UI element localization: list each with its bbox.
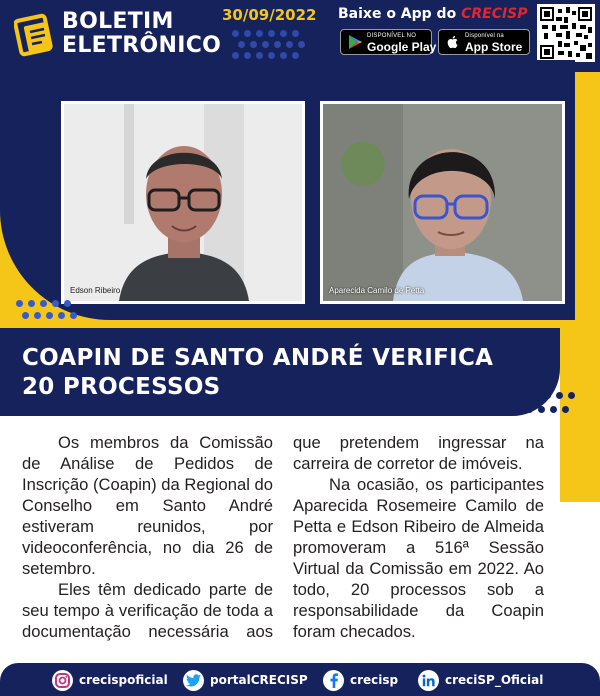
video-call-photo-edson bbox=[61, 101, 305, 304]
qr-code[interactable] bbox=[537, 4, 595, 62]
brand-line-1: BOLETIM bbox=[62, 9, 174, 34]
twitter-icon bbox=[183, 670, 204, 691]
person-photo bbox=[323, 104, 562, 301]
brand-line-2: ELETRÔNICO bbox=[62, 32, 222, 58]
apple-icon bbox=[445, 34, 461, 50]
google-play-icon bbox=[347, 34, 363, 50]
crecisp-wordmark: CRECISP bbox=[461, 6, 528, 22]
app-store-button[interactable]: Disponível na App Store bbox=[438, 29, 530, 55]
linkedin-icon bbox=[418, 670, 439, 691]
person-photo bbox=[64, 104, 302, 301]
article-paragraph: Os membros da Comissão de Análise de Pedidos de Inscrição (Coapin) da Regional do Conselho em Santo André estiveram reunidos, por videoconferência, no dia 26 de setembro. bbox=[22, 433, 273, 578]
instagram-link[interactable]: crecispoficial bbox=[52, 669, 168, 691]
newsletter-logo-icon bbox=[14, 12, 58, 58]
article-title bbox=[22, 344, 493, 402]
facebook-link[interactable]: crecisp bbox=[323, 669, 398, 691]
article-body bbox=[22, 432, 544, 657]
app-download-label: Baixe o App do CRECISP bbox=[338, 6, 528, 22]
article-paragraph: Na ocasião, os participantes Aparecida Rosemeire Camilo de Petta e Edson Ribeiro de Almeida promoveram a 516ª Sessão Virtual da Comissão em 2022. Ao todo, 20 processos sob a responsabilidade da Coapin foram checados. bbox=[293, 475, 544, 641]
facebook-icon bbox=[323, 670, 344, 691]
social-footer bbox=[0, 663, 600, 696]
title-line-1: COAPIN DE SANTO ANDRÉ VERIFICA bbox=[22, 345, 494, 371]
title-line-2: 20 PROCESSOS bbox=[22, 373, 221, 400]
article-paragraph: Eles têm dedicado parte de seu tempo à verificação de toda a documentação necessária aos que pretendem ingressar na carreira de corretor de imóveis. bbox=[22, 433, 544, 641]
participant-name: Edson Ribeiro bbox=[70, 286, 121, 295]
instagram-icon bbox=[52, 670, 73, 691]
qr-code-pattern bbox=[540, 7, 592, 59]
video-call-photo-aparecida bbox=[320, 101, 565, 304]
participant-name: Aparecida Camilo de Petta bbox=[329, 286, 425, 295]
google-play-button[interactable]: DISPONÍVEL NO Google Play bbox=[340, 29, 432, 55]
twitter-link[interactable]: portalCRECISP bbox=[183, 669, 308, 691]
newsletter-brand bbox=[62, 10, 221, 58]
linkedin-link[interactable]: creciSP_Oficial bbox=[418, 669, 543, 691]
issue-date: 30/09/2022 bbox=[222, 6, 317, 24]
